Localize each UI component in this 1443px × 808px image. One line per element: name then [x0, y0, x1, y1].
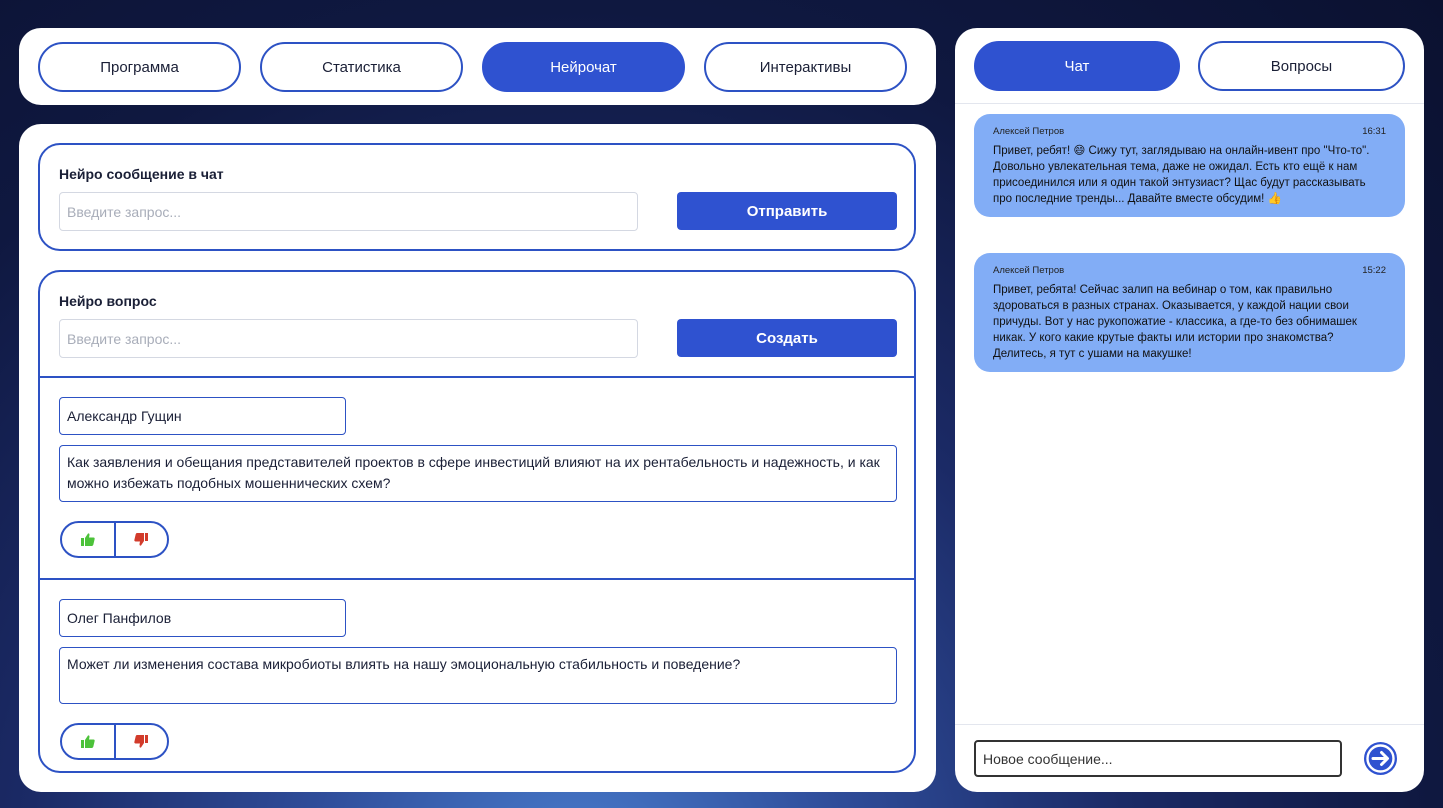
question-author: Александр Гущин [59, 397, 346, 435]
send-button[interactable] [1363, 741, 1398, 776]
tab-neirochat[interactable]: Нейрочат [482, 42, 685, 92]
tab-chat[interactable]: Чат [974, 41, 1180, 91]
question-text: Может ли изменения состава микробиоты влиять на нашу эмоциональную стабильность и поведение? [59, 647, 897, 704]
thumbs-down-icon [134, 735, 148, 748]
dislike-button[interactable] [116, 725, 168, 758]
thumbs-down-icon [134, 533, 148, 546]
question-author: Олег Панфилов [59, 599, 346, 637]
question-text: Как заявления и обещания представителей проектов в сфере инвестиций влияют на их рентабельность и надежность, и как можно избежать подобных мошеннических схем? [59, 445, 897, 502]
vote-group [60, 521, 169, 558]
divider [955, 103, 1424, 104]
like-button[interactable] [62, 725, 116, 758]
tab-questions[interactable]: Вопросы [1198, 41, 1405, 91]
divider [40, 376, 914, 378]
tab-statistika[interactable]: Статистика [260, 42, 463, 92]
message-author: Алексей Петров [993, 126, 1065, 137]
dislike-button[interactable] [116, 523, 168, 556]
neuro-message-input[interactable] [59, 192, 638, 231]
chat-panel [955, 28, 1424, 792]
chat-message [974, 114, 1405, 217]
tab-programma[interactable]: Программа [38, 42, 241, 92]
message-author: Алексей Петров [993, 265, 1065, 276]
message-text: Привет, ребят! 😄 Сижу тут, заглядываю на онлайн-ивент про "Что-то". Довольно увлекательная тема, даже не ожидал. Есть кто ещё к нам присоединился или я один такой энтузиаст? Щас будут рассказывать про последние тренды... Давайте вместе обсудим! 👍 [993, 145, 1370, 205]
divider [40, 578, 914, 580]
arrow-right-circle-icon [1364, 742, 1397, 775]
neuro-message-card [38, 143, 916, 251]
tab-interaktivy[interactable]: Интерактивы [704, 42, 907, 92]
neuro-question-input[interactable] [59, 319, 638, 358]
top-nav-panel [19, 28, 936, 105]
new-message-input[interactable] [974, 740, 1342, 777]
thumbs-up-icon [81, 735, 95, 748]
vote-group [60, 723, 169, 760]
message-text: Привет, ребята! Сейчас залип на вебинар о том, как правильно здороваться в разных странах. Оказывается, у каждой нации свои причуды. Вот у нас рукопожатие - классика, а где-то без обнимашек никак. У кого какие крутые факты или истории про знакомства? Делитесь, я тут с ушами на макушке! [993, 284, 1357, 360]
message-time: 15:22 [1362, 265, 1386, 276]
send-neuro-message-button[interactable]: Отправить [677, 192, 897, 230]
message-time: 16:31 [1362, 126, 1386, 137]
thumbs-up-icon [81, 533, 95, 546]
neuro-question-title: Нейро вопрос [59, 293, 157, 309]
like-button[interactable] [62, 523, 116, 556]
divider [955, 724, 1424, 725]
neuro-message-title: Нейро сообщение в чат [59, 166, 224, 182]
main-panel [19, 124, 936, 792]
neuro-question-card [38, 270, 916, 773]
chat-message [974, 253, 1405, 372]
create-neuro-question-button[interactable]: Создать [677, 319, 897, 357]
